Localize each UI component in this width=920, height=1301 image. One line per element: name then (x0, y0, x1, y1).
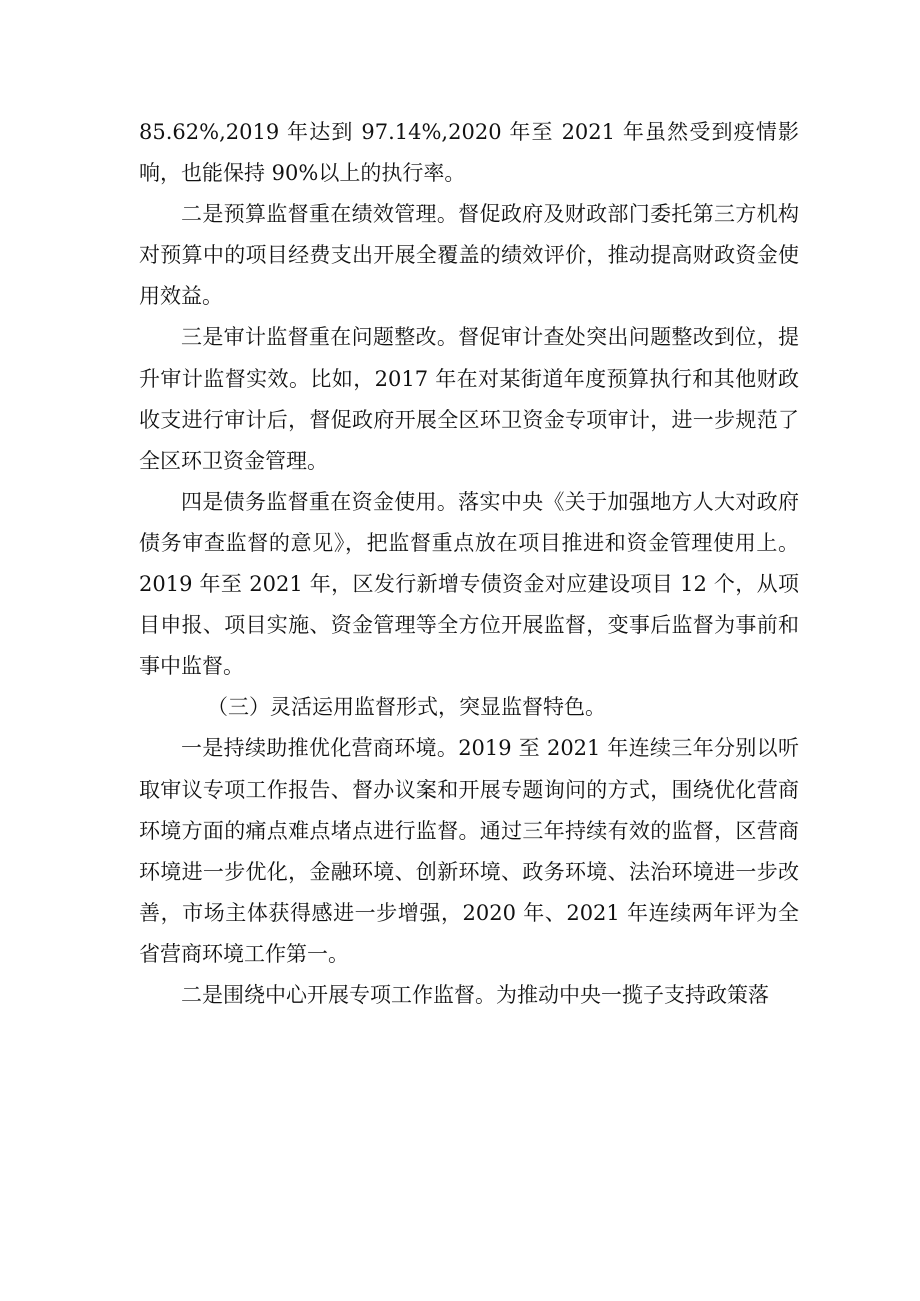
section-heading-three: （三）灵活运用监督形式，突显监督特色。 (207, 695, 606, 720)
paragraph-business-environment: 一是持续助推优化营商环境。2019 至 2021 年连续三年分别以听取审议专项工作报告、督办议案和开展专题询问的方式，围绕优化营商环境方面的痛点难点堵点进行监督。通过三年持续有效的监督，区营商环境进一步优化，金融环境、创新环境、政务环境、法治环境进一步改善，市场主体获得感进一步增强，2020 年、2021 年连续两年评为全省营商环境工作第一。 (139, 736, 799, 966)
paragraph-budget-performance: 二是预算监督重在绩效管理。督促政府及财政部门委托第三方机构对预算中的项目经费支出开展全覆盖的绩效评价，推动提高财政资金使用效益。 (139, 202, 799, 309)
paragraph-audit-rectification: 三是审计监督重在问题整改。督促审计查处突出问题整改到位，提升审计监督实效。比如，2017 年在对某街道年度预算执行和其他财政收支进行审计后，督促政府开展全区环卫资金专项审计，进一步规范了全区环卫资金管理。 (139, 325, 799, 473)
paragraph-continued-execution-rate: 85.62%,2019 年达到 97.14%,2020 年至 2021 年虽然受到疫情影响，也能保持 90%以上的执行率。 (139, 120, 799, 186)
paragraph-debt-supervision: 四是债务监督重在资金使用。落实中央《关于加强地方人大对政府债务审查监督的意见》，把监督重点放在项目推进和资金管理使用上。2019 年至 2021 年，区发行新增专债资金对应建设项目 12 个，从项目申报、项目实施、资金管理等全方位开展监督，变事后监督为事前和事中监督。 (139, 489, 799, 679)
paragraph-special-work-supervision: 二是围绕中心开展专项工作监督。为推动中央一揽子支持政策落 (181, 982, 769, 1007)
document-body (139, 112, 799, 1016)
